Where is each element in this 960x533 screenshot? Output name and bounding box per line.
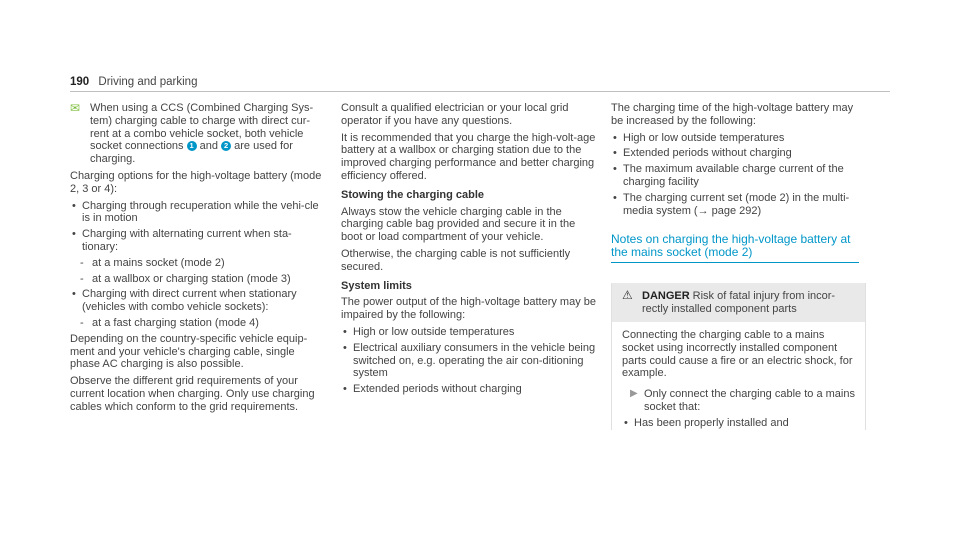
list-item: • High or low outside temperatures — [611, 132, 866, 145]
dc-sublist — [70, 317, 325, 330]
list-item: • High or low outside temperatures — [341, 326, 596, 339]
paragraph: Always stow the vehicle charging cable in the charging cable bag provided and secure it in the boot or load compartment of your vehicle. — [341, 205, 576, 244]
list-item: - at a mains socket (mode 2) — [70, 257, 325, 270]
info-note-icon: ✉ — [70, 101, 81, 115]
paragraph: It is recommended that you charge the high-volt-age battery at a wallbox or charging station due to the improved charging performance and better charging efficiency offered. — [341, 131, 596, 182]
heading-system-limits: System limits — [341, 279, 412, 292]
danger-text: Connecting the charging cable to a mains socket using incorrectly installed component parts could cause a fire or an electric shock, for example. — [622, 328, 853, 380]
list-item: • Has been properly installed and — [622, 417, 855, 430]
column-2 — [341, 102, 596, 399]
charging-time-list — [611, 132, 866, 218]
paragraph: Otherwise, the charging cable is not sufficiently secured. — [341, 247, 571, 273]
danger-box — [611, 283, 866, 429]
ac-sublist — [70, 257, 325, 286]
header-divider — [70, 91, 890, 92]
heading-stowing-cable: Stowing the charging cable — [341, 188, 485, 201]
list-item: • Electrical auxiliary consumers in the vehicle being switched on, e.g. operating the air con-ditioning system — [341, 342, 596, 380]
ccs-note: ✉ When using a CCS (Combined Charging Sys-tem) charging cable to charge with direct cur-rent at a combo vehicle socket, both vehicle socket connections 1 and 2 are used for charging. — [70, 101, 314, 166]
paragraph: The charging time of the high-voltage battery may be increased by the following: — [611, 102, 854, 127]
danger-headline: Risk of fatal injury from incor-rectly installed component parts — [642, 290, 836, 316]
danger-list — [622, 417, 855, 430]
charging-options-list — [70, 200, 325, 254]
list-item: • Charging through recuperation while the vehi-cle is in motion — [70, 200, 325, 226]
list-item: - at a fast charging station (mode 4) — [70, 317, 325, 330]
section-heading-mains-socket: Notes on charging the high-voltage battery at the mains socket (mode 2) — [611, 233, 859, 263]
action-step: ▶ Only connect the charging cable to a mains socket that: — [630, 388, 855, 413]
danger-header — [612, 283, 865, 322]
list-item: - at a wallbox or charging station (mode 3) — [70, 273, 325, 286]
list-item: • Extended periods without charging — [341, 383, 596, 396]
page-header — [70, 76, 197, 88]
page-reference-item[interactable]: • The charging current set (mode 2) in the multi-media system (→ page 292) — [611, 192, 866, 218]
page-number: 190 — [70, 76, 90, 88]
column-1 — [70, 102, 325, 418]
column-3 — [611, 102, 866, 433]
paragraph: Observe the different grid requirements of your current location when charging. Only use charging cables which conform to the grid requirements. — [70, 375, 315, 413]
list-item: • Extended periods without charging — [611, 147, 866, 160]
socket-connection-2-badge: 2 — [221, 141, 231, 151]
list-item: • Charging with direct current when stationary (vehicles with combo vehicle sockets): — [70, 288, 325, 314]
dc-list — [70, 288, 325, 314]
paragraph: Consult a qualified electrician or your local grid operator if you have any questions. — [341, 102, 569, 127]
list-item: • The maximum available charge current of the charging facility — [611, 163, 866, 189]
system-limits-list — [341, 326, 596, 396]
play-arrow-icon: ▶ — [630, 388, 638, 400]
danger-body — [612, 322, 865, 430]
socket-connection-1-badge: 1 — [187, 141, 197, 151]
danger-label: DANGER — [642, 290, 690, 303]
warning-triangle-icon: ⚠ — [622, 288, 633, 303]
charging-options-intro: Charging options for the high-voltage battery (mode 2, 3 or 4): — [70, 169, 322, 195]
section-title: Driving and parking — [98, 76, 198, 88]
list-item: • Charging with alternating current when sta-tionary: — [70, 228, 325, 254]
paragraph: Depending on the country-specific vehicle equip-ment and your vehicle's charging cable, single phase AC charging is also possible. — [70, 332, 308, 371]
paragraph: The power output of the high-voltage battery may be impaired by the following: — [341, 296, 596, 322]
